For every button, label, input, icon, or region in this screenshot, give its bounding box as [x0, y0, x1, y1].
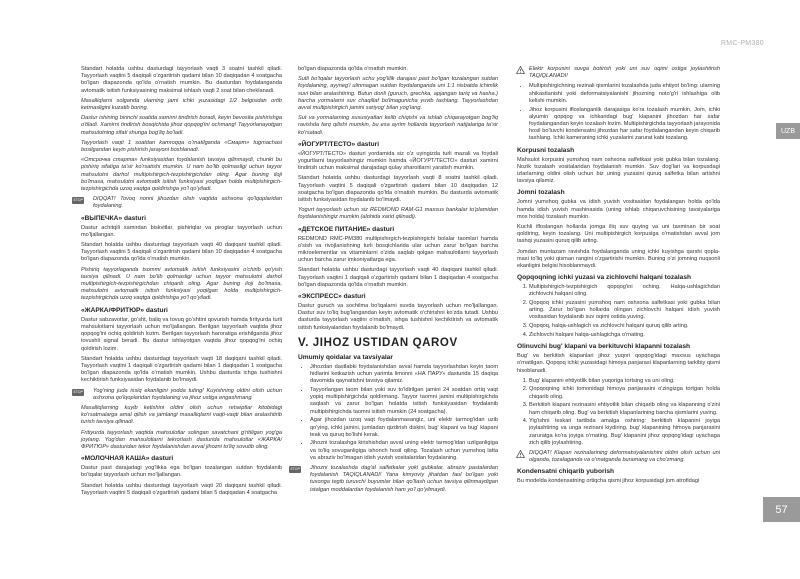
page-number: 57 — [763, 497, 800, 522]
model-label: RMC-PM380 — [720, 40, 764, 47]
warning-note — [73, 387, 282, 402]
note: Fritiyurda tayyorlash vaqtida mahsulotlar solingan savatchani g'ritiligan yog'ga joylang. Yog'dan mahsulotlarni tekrorlash dasturida mahsulotlar «ЖАРКА/ФРИТЮР» dasturidan tekor foydalanishdan avval jihozni to'liq sovutib oling. — [81, 429, 282, 450]
list-item: 1. Bug' klapanini ehtiyotlik bilan yuqoriga tortsing va uni oling. — [529, 378, 720, 385]
stop-icon: STOP — [290, 467, 300, 472]
paragraph: Bug' va berkitish klapanlari jihoz yuqori qopqog'idagi maxsus uyachaga o'rnatilgan. Qopqoq ichki yuzasidagi himoya panjarasi klapanlarning tarkibiy qismi hisoblanadi. — [517, 353, 720, 374]
list-item: • Agar jihozdan uzoq vaqt foydalanmasangiz, uni elektr tarmog'idan uzib qo'ying, ichki jamini, jumladan qizdirish diskini, bug' klapani va bug' klapani teak va quruq bo'lishi kerak. — [310, 417, 498, 439]
list-item: • Jihozdan dastlabki foydalanishdan avval hamda tayyorlashdan keyin taom hidlarini ketkazish uchun yarimta limonni «НА ПАРУ» dasturida 15 daqiqa davomida qaynatishni tavsiya qilamiz. — [310, 364, 498, 386]
paragraph: Dastur guruch va sochilma bo'tqalarni suvda tayyorlash uchun mo'ljallangan. Dastur suv to'liq bug'langandan keyin avtomatik o'chirishni ko'zda tutadi. Ushbu dasturda tayyorlash vaqtini o'rnatish, ishga tushishni kechiktirish va avtomatik isitish funksiyalaridan foydalanib bo'lmaydi. — [298, 303, 498, 331]
warning-text: Yog'ning juda issiq ekanligini yodda tuting! Kuyishning oldini olish uchun ashxona qo'lqoplaridan foydalaning va jihoz ustiga engashmang. — [93, 387, 282, 401]
paragraph: Dastur achitqili xamirdan biskvitlar, pishiriqlar va piroglar tayyorlash uchun mo'ljallangan. — [81, 224, 282, 238]
list-item: 4. Zichlovchi halqani halqa-ushlagichga o'rnating. — [529, 332, 720, 339]
section-heading: «МОЛОЧНАЯ КАША» dasturi — [81, 455, 174, 463]
note: Pishiriq tayyorlaganda tsommi avtomatik isitish funksiyasini o'chirib qo'yish tavsiya qilinadi. U nam bo'lib qolmasligi uchun tayyor mahsulotni darhol multipishirgich-tezpishirgichdan chiqarib oling. Agar buning iloji bo'lmasa, mahsulotni avtomatik isitish funksiyasi yoqilgan holda multipishirgich-tezpishirgichda uzoq vaqtga qoldirishga yo'l qo'yiladi. — [81, 266, 282, 302]
list-item: 4. Yig'ishni teskari tartibda amalga oshiring: berkitish klapanini joyiga joylashtiring va unga rezinani kiydiring, bug' klapanining himoya panjarasini zaruratga ko'ra joyiga o'rnating. Bug' klapanini jihoz qopqog'idagi uyachaga zich qilib joylashtiring. — [529, 418, 720, 447]
warning-note — [517, 66, 720, 80]
list-item: 2. Qopqoq ichki yuzasini yumshoq nam oshxona salfetkasi yoki gubka bilan arting. Zarur bo'lgan hollarda olingan zichlovchi halqani idish yuvish vositasidan foydalanib suv oqimi ostida yuving. — [529, 300, 720, 322]
paragraph: Standart holatda ushbu dasturdagi tayyorlash vaqti 3 soatni tashkil qiladi. Tayyorlash vaqtini 5 daqiqali o'zgartirish qadami bilan 10 daqiqadan 4 soatgacha bo'lgan diapazonda qo'lda o'rnatish mumkin. Bu dasturdan foydalanganda avtomatik isitish funksiyasining maksimal ishlash vaqti 2 soat bilan cheklanadi. — [81, 66, 282, 94]
section-heading: Qopqoqning ichki yuzasi va zichlovchi halqani tozalash — [517, 274, 692, 282]
paragraph: REDMOND RMC-PM380 multipishirgich-tezpishirgichi bolalar taomlari hamda o'sish va rivojlanishning turli bosqichlarida ular uchun zarur bo'lgan barcha mikroelementlar va vitaminlarni o'zida saqlab qolgan mahsulotlarni tayyorlash uchun barcha zarur imkoniyatlarga ega. — [298, 235, 498, 264]
text-column-2 — [290, 66, 498, 497]
text-column-3 — [517, 66, 720, 489]
paragraph: Standart holatda ushbu dasturdagi tayyorlash vaqti 18 daqiqani tashkil qiladi. Tayyorlash vaqtini 1 daqiqali o'zgartirish qadami bilan 1 daqiqadan 1 soatgacha bo'lgan diapazonda qo'lda o'rnatish mumkin. Ushbu dasturda ichga tushishni kechiktirish funksiyasidan foydalanib bo'lmaydi. — [81, 355, 282, 384]
section-heading: «ВЫПЕЧКА» dasturi — [81, 214, 146, 222]
section-heading: «ЭКСПРЕСС» dasturi — [298, 293, 366, 301]
warning-text: Jihozni tozalashda dag'al salfetkalar yoki gubkalar, abraziv pastalardan foydalanish TAQIQLANADI! Yana kimyoviy jihatdan faol bo'lgan yoki tuxonga tegib turuvchi buyumlar bilan qo'llash uchun tavsiya qilinmaydigan istalgan moddalardan foydalanish ham yo'l qo'yilmaydi. — [310, 465, 498, 493]
paragraph: Dastur sabzavotlar, goʻsht, baliq va tovuq goʻshtini qovurish hamda fırityurda turli mahsulotlarni tayyorlash uchun mo'ljallangan. Berilgan tayyorlash vaqtida jihoz qopqog'ini ochiq qoldirish lozim. Berilgan tayyorlash haroratiga erishilganda jihoz tovushli signal beradi. Bu dastur ishlayotgan vaqtda jihoz qopqog'ini ochiq qoldirish lozim. — [81, 316, 282, 352]
section-heading: Jomni tozalash — [517, 189, 565, 197]
language-tab: UZB — [776, 123, 800, 139]
note: Yogurt tayyorlash uchun siz REDMOND RAM-G1 maxsus bankalar to'plamidan foydalanishingiz mumkin (alohida xarid qilinadi). — [298, 207, 498, 221]
text-column-1 — [73, 66, 282, 500]
bullet-list — [517, 83, 720, 142]
note: Sutli bo'tqalar tayyorlash uchu yog'lilik darajasi past bo'lgan tozalangan sutdan foydalaning, ayyneg'i ulinmagan sutdan foydalanganda uni 1:1 nisbatda ichimlik suvi bilan aralashtiring. Butun donli (guruch, grechka, apjangan tariq va hasha.) barcha yormalarni suv chaqillaf bo'lmagunicha yuvib tashlang. Tayyorlashdan avval multipishirgich jamini sariyog' bilan yog'lang. — [298, 76, 498, 112]
paragraph: bo'lgan diapazonda qo'lda o'rnatish mumkin. — [298, 66, 408, 72]
list-item: 3. Qopqoq, halqa-ushlagich va zichlovchi halqani quruq qilib arting. — [529, 323, 720, 330]
warning-text: DIQQAT! Klapan rezinalarining deformatsiyalanishini oldini olish uchun uni olganda, tozalaganda va o'rnatganda buramang va cho'zmang. — [529, 450, 720, 464]
list-item: 2. Qopqoqning ichki tomonidagi himoya panjarasini o'zingizga tortgan holda chiqarib oling. — [529, 386, 720, 400]
list-item: • Tayyorlangan taom bilan yoki suv to'ldirilgan jamini 24 soatdan ortiq vaqt yopiq multipishirgichda qoldirmang. Tayyor taomni jamini multipishirgichda saqlash va zarur bo'lgan holatda isitish funksiyasidan foydalanib multipishirgichda taomni isitish mumkin (24 soatgacha). — [310, 387, 498, 416]
numbered-list — [517, 284, 720, 339]
warning-note — [73, 196, 282, 210]
warning-triangle-icon — [516, 450, 525, 458]
paragraph: Kuchli ifloslangan hollarda jomga iliq suv quying va uni taxminan bir soat qoldiring, keyin tozalang. Uni multipishirgich korpusiga o'rnatishdan avval jom tashqi yuzasini quruq qilib arting. — [517, 223, 720, 245]
note: Masalliqlarni solganda ularning jami ichki yuzasidagi 1/2 belgisidan ortib ketmasligini kuzatib boring. — [81, 97, 282, 112]
paragraph: Standart holatda ushbu dasturdagi tayyorlash vaqti 40 daqiqani tashkil qiladi. Tayyorlash vaqtini 1 daqiqali o'zgartirish qadami bilan 1 daqiqadan 4 soatgacha bo'lgan diapazonda qo'lda o'rnatish mumkin. — [298, 267, 498, 288]
section-heading: Olinuvchi bug' klapani va berkituvchi klapanni tozalash — [517, 343, 691, 351]
section-heading: «ЖАРКА/ФРИТЮР» dasturi — [81, 306, 168, 314]
warning-triangle-icon — [516, 66, 525, 74]
section-heading: Kondensatni chiqarib yuborish — [517, 468, 615, 476]
warning-text: Elektr korpusini suvga botirish yoki uni suv oqimi ostiga joylashtirish TAQIQLANADI! — [529, 66, 720, 80]
note: Dastur ishining birinchi soatida xamirni tindirish boradi, keyin bevosita pishirishga o'tiladi. Xamirni tindirish bosqichida jihoz qopqog'ini ochmang! Tayyorlanayotgan mahsulotning sifati shunga bog'liq bo'ladi. — [81, 115, 282, 136]
warning-note — [290, 465, 498, 494]
note: Tayyorlash vaqti 1 soatdan kamroqqa o'rnatilganda «Смарт» tugmachasi bosilgandan keyin pishirish jarayoni boshlanadi. — [81, 139, 282, 154]
list-item: • Multipishirgichning rezinali qismlarini tozalashda juda ehtiyot bo'ling: ularning shikastlanishi yoki deformatsiyalanishi jihozning noto'g'ri ishlashiga olib kelishi mumkin. — [529, 83, 720, 105]
paragraph: Jomdan muntazam ravishda foydalanganda uning ichki kuyishga qarshi qopla-masi to'liq yoki qisman rangini o'zgartirishi mumkin. Buning o'zi jomning nuqsonli ekanligini belgisi hisoblanmaydi. — [517, 248, 720, 269]
list-item: • Jihozni tozalashga kirishishdan avval uning elektr tarmog'idan uzilganligiga va to'liq sovuganligiga ishonch hosil qiling. Tozalash uchun yumshoq latta va abraziv bo'lmagan idish yuvish vositalaridan foydalaning. — [310, 440, 498, 462]
stop-icon: STOP — [73, 389, 83, 394]
paragraph: Standart holatda ushbu dasturdagi tayyorlash vaqti 8 soatni tashkil qiladi. Tayyorlash vaqtini 5 daqiqali o'zgartirish qadami bilan 10 daqiqadan 12 soatgacha bo'lgan diapazonda qo'lda o'rnatish mumkin. Bu dasturda avtomatik isitish funksiyasidan foydalanib bo'lmaydi. — [298, 175, 498, 204]
paragraph: Mahsulot korpusini yumshoq nam oshxona salfetkasi yoki gubka bilan tozalang. Nozik tozalash vositalaridan foydalanish mumkin. Suv dog'lari va korpusdagi izlarlarning oldini olish uchun biz uning yuzasini quruq salfetka bilan artishni tavsiya qilamiz. — [517, 156, 720, 185]
list-item: 1. Multipishirgich-tezpishirgich qopqog'ini oching. Halqa-ushlagichdan zichlovchi halqani oling. — [529, 284, 720, 298]
list-item: • Jihoz korpusini ifloslanganlik darajasiga ko'ra tozalash mumkin. Jom, ichki alyumin qopqog va ichkaridagi bug' klapanini jihozdan har safar foydalangandan keyin tozalash lozim. Multipishirgichda tayyorlash jarayonida hosil bo'luvchi kondensatni jihozdan har safar foydalangandan keyin chiqarib tashlang. Ichki kameraning ichki yuzalarini zarurat kabi tozalang. — [529, 107, 720, 143]
section-heading: Korpusni tozalash — [517, 146, 575, 154]
bullet-list — [298, 364, 498, 462]
warning-note — [517, 450, 720, 464]
note: Masalliqlarning kuyib ketishini oldini olish uchun retseptlar kitobidagi ko'rsatmalarga amal qilish va jamlangi masalliqlarni vaqti-vaqti bilan aralashtirib turish tavsiya qilinadi. — [81, 404, 282, 426]
paragraph: «ЙОГУРТ/ТЕСТО» dasturi yordamida siz o'z uyingizda turli mazali va foydali yogurtlarni tayyorlashingiz mumkin hamda «ЙОГУРТ/ТЕСТО» dasturi xamirni tindirish uchun maksimal darajadagi qulay sharoitlarni yaratish mumkin. — [298, 150, 498, 172]
chapter-heading: V. JIHOZ USTIDAN QAROV — [298, 336, 458, 349]
note: «Отсрочка старта» funksiyasidan foydalanish tavsiya qilinmaydi, chunki bu pishiriq sifatiga ta'sir ko'rsatishi mumkin. U nam bo'lib qolmasligi uchun tayyor mahsulotni darhol multipishirgich-tezpishirgichdan oling. Agar buning iloji bo'lmasa, mahsulotni avtomatik isitish funksiyasi yoqilgan holda multipishirgich-tezpishirgichda uzoq vaqtga qoldirishga yo'l qo'yiladi. — [81, 157, 282, 193]
numbered-list — [517, 378, 720, 447]
list-item: 3. Berkitish klapani rezinasini ehtiyotlik bilan chiqarib oling va klapanning o'zini ham chiqarib oling. Bug' va berkitish klapanlarining barcha qismlarini yuving. — [529, 402, 720, 416]
paragraph: Jomni yumshoq gubka va idish yuvish vositasidan foydalangan holda qo'lda hamda idish yuvish mashinasida (uning ishlab chiqaruvchisining tavsiyalariga mos holda) tozalash mumkin. — [517, 199, 720, 220]
paragraph: Standart holatda ushbu dasturdagi tayyorlash vaqti 40 daqiqani tashkil qiladi. Tayyorlash vaqtini 5 daqiqali o'zgartirish qadami bilan 10 daqiqadan 4 soatgacha bo'lgan diapazonda qo'lda o'rnatish mumkin. — [81, 242, 282, 263]
paragraph: Standart holatda ushbu dasturdagi tayyorlash vaqti 20 daqiqani tashkil qiladi. Tayyorlash vaqtini 5 daqiqali o'zgartirish qadami bilan 5 daqiqadan 4 soatgacha — [81, 482, 282, 496]
stop-icon: STOP — [73, 198, 83, 203]
section-heading: Umumiy qoidalar va tavsiyalar — [298, 353, 393, 361]
section-heading: «ДЕТСКОЕ ПИТАНИЕ» dasturi — [298, 225, 395, 233]
note: Sut va yormalarning xususiyatlari kelib chiqishi va ishlab chiqarayotgan bog'liq ravishda farq qilishi mumkin, bu esa ayrim hollarda tayyorlash natijalariga ta'sir ko'rsatadi. — [298, 115, 498, 136]
warning-text: DIQQAT! Tovoq nonni jihozdan olish vaqtida ashxona qo'lqoplaridan foydalaning. — [93, 196, 282, 210]
paragraph: Dastur past darajadagi yog'likka ega bo'lgan tozalangan sutdan foydalanib bo'tqalar tayyorlash uchun mo'ljallangan. — [81, 465, 282, 479]
section-heading: «ЙОГУРТ/ТЕСТО» dasturi — [298, 140, 380, 148]
paragraph: Bu modelda kondensatning ortiqcha qismi jihoz korpusidagi jom atrofidagi — [517, 478, 700, 485]
